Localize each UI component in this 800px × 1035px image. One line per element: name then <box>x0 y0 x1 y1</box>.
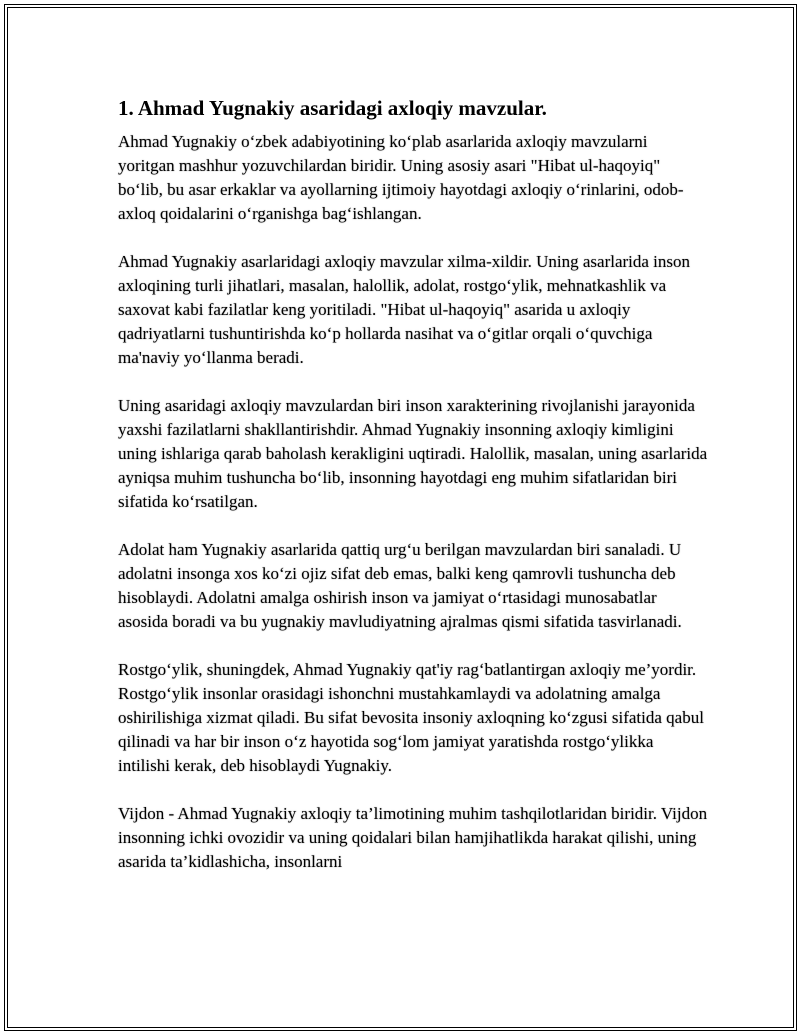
document-body <box>118 94 708 898</box>
paragraph-conscience: Vijdon - Ahmad Yugnakiy axloqiy ta’limotining muhim tashqilotlaridan biridir. Vijdon insonning ichki ovozidir va uning qoidalari bilan hamjihatlikda harakat qilishi, uning asarida ta’kidlashicha, insonlarni <box>118 804 708 871</box>
paragraph-justice: Adolat ham Yugnakiy asarlarida qattiq urg‘u berilgan mavzulardan biri sanaladi. U adolatni insonga xos ko‘zi ojiz sifat deb emas, balki keng qamrovli tushuncha deb hisoblaydi. Adolatni amalga oshirish inson va jamiyat o‘rtasidagi munosabatlar asosida boradi va bu yugnakiy mavludiyatning ajralmas qismi sifatida tasvirlanadi. <box>118 540 682 631</box>
paragraph-themes: Ahmad Yugnakiy asarlaridagi axloqiy mavzular xilma-xildir. Uning asarlarida inson axloqining turli jihatlari, masalan, halollik, adolat, rostgo‘ylik, mehnatkashlik va saxovat kabi fazilatlar keng yoritiladi. "Hibat ul-haqoyiq" asarida u axloqiy qadriyatlarni tushuntirishda ko‘p hollarda nasihat va o‘gitlar orqali o‘quvchiga ma'naviy yo‘llanma beradi. <box>118 252 691 367</box>
paragraph-intro: Ahmad Yugnakiy o‘zbek adabiyotining ko‘plab asarlarida axloqiy mavzularni yoritgan mashhur yozuvchilardan biridir. Uning asosiy asari "Hibat ul-haqoyiq" bo‘lib, bu asar erkaklar va ayollarning ijtimoiy hayotdagi axloqiy o‘rinlarini, odob-axloq qoidalarini o‘rganishga bag‘ishlangan. <box>118 132 684 223</box>
paragraph-truthfulness: Rostgo‘ylik, shuningdek, Ahmad Yugnakiy qat'iy rag‘batlantirgan axloqiy me’yordir. Rostgo‘ylik insonlar orasidagi ishonchni mustahkamlaydi va adolatning amalga oshirilishiga xizmat qiladi. Bu sifat bevosita insoniy axloqning ko‘zgusi sifatida qabul qilinadi va har bir inson o‘z hayotida sog‘lom jamiyat yaratishda rostgo‘ylikka intilishi kerak, deb hisoblaydi Yugnakiy. <box>118 660 704 775</box>
paragraph-character: Uning asaridagi axloqiy mavzulardan biri inson xarakterining rivojlanishi jarayonida yaxshi fazilatlarni shakllantirishdir. Ahmad Yugnakiy insonning axloqiy kimligini uning ishlariga qarab baholash kerakligini uqtiradi. Halollik, masalan, uning asarlarida ayniqsa muhim tushuncha bo‘lib, insonning hayotdagi eng muhim sifatlaridan biri sifatida ko‘rsatilgan. <box>118 396 708 511</box>
section-heading: 1. Ahmad Yugnakiy asaridagi axloqiy mavzular. <box>118 96 547 120</box>
